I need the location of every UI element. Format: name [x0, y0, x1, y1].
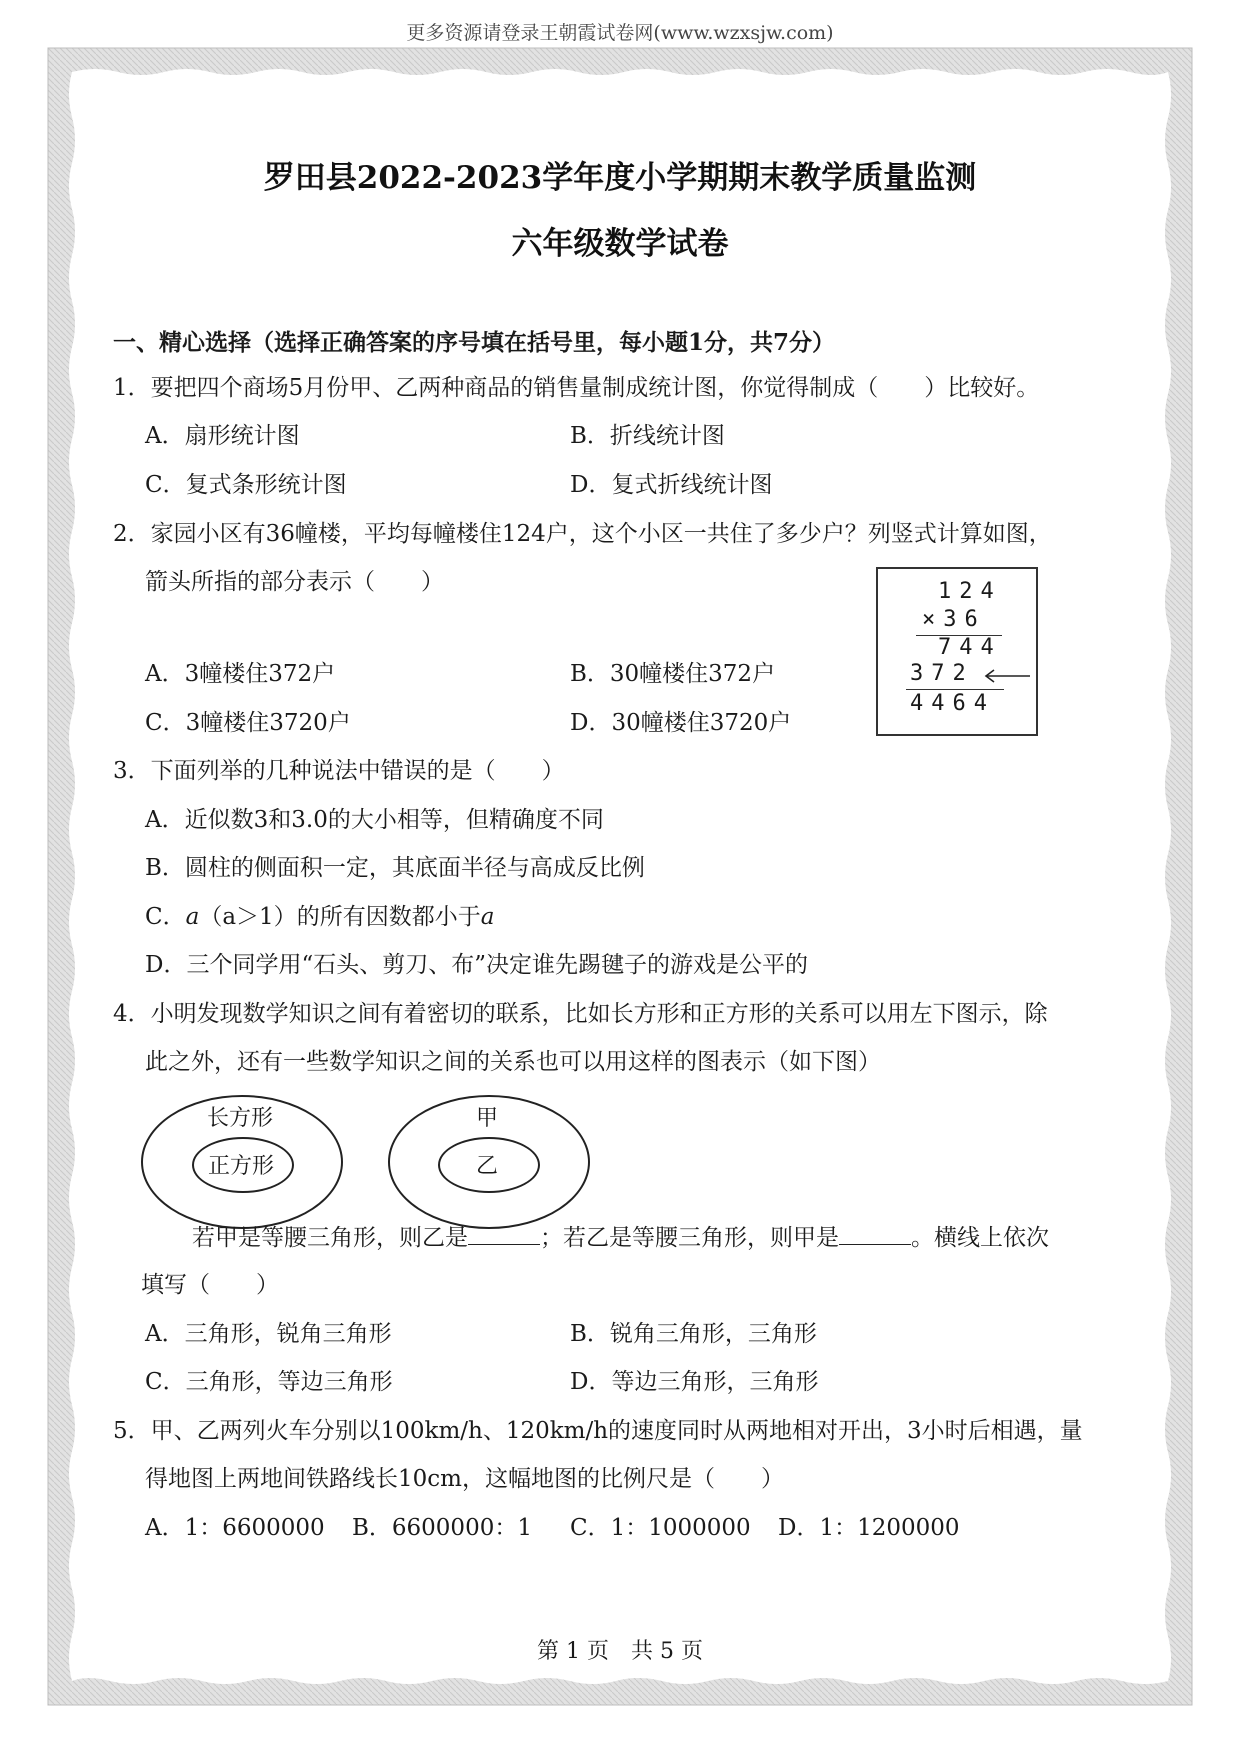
calc-rule-2	[906, 689, 1004, 690]
q3-option-d: D．三个同学用“石头、剪刀、布”决定谁先踢毽子的游戏是公平的	[145, 952, 808, 978]
question-5-stem: 5．甲、乙两列火车分别以100km/h、120km/h的速度同时从两地相对开出，3小时后相遇，量	[113, 1418, 1083, 1444]
calc-row-4: 372	[910, 661, 974, 686]
q3-option-b: B．圆柱的侧面积一定，其底面半径与高成反比例	[145, 855, 645, 881]
calc-row-3: 744	[938, 635, 1002, 660]
venn-outer-label-1: 长方形	[206, 1106, 273, 1131]
calc-row-1: 124	[938, 579, 1002, 604]
q4-text-b: ；若乙是等腰三角形，则甲是	[540, 1225, 839, 1251]
q1-option-d: D．复式折线统计图	[570, 472, 773, 498]
arrow-left-icon	[982, 667, 1032, 685]
q3-option-a: A．近似数3和3.0的大小相等，但精确度不同	[145, 807, 604, 833]
q4-text-a: 若甲是等腰三角形，则乙是	[192, 1225, 468, 1251]
q1-option-c: C．复式条形统计图	[145, 472, 347, 498]
q3-c-var2: a	[480, 904, 495, 930]
calc-row-2: ×36	[922, 607, 986, 632]
q3-c-prefix: C．	[145, 904, 186, 930]
question-4-stem: 4．小明发现数学知识之间有着密切的联系，比如长方形和正方形的关系可以用左下图示，除	[113, 1001, 1048, 1027]
q3-c-var: a	[185, 904, 200, 930]
exam-subtitle: 六年级数学试卷	[511, 226, 729, 262]
q4-option-d: D．等边三角形，三角形	[570, 1369, 819, 1395]
calc-row-5: 4464	[910, 691, 995, 716]
question-2-stem-cont: 箭头所指的部分表示（ ）	[145, 569, 444, 595]
q4-fill-sentence-cont: 填写（ ）	[141, 1272, 279, 1298]
q4-fill-sentence	[192, 1222, 1049, 1253]
vertical-multiplication-figure	[876, 567, 1038, 736]
header-note: 更多资源请登录王朝霞试卷网(www.wzxsjw.com)	[406, 22, 834, 44]
blank-2	[839, 1222, 911, 1245]
q4-option-b: B．锐角三角形，三角形	[570, 1321, 817, 1347]
q5-option-a: A．1：6600000	[145, 1515, 325, 1541]
q2-option-c: C．3幢楼住3720户	[145, 710, 351, 736]
q4-option-c: C．三角形，等边三角形	[145, 1369, 393, 1395]
q4-text-c: 。横线上依次	[911, 1225, 1049, 1251]
q2-option-d: D．30幢楼住3720户	[570, 710, 792, 736]
exam-title: 罗田县2022-2023学年度小学期期末教学质量监测	[263, 160, 977, 196]
venn-outer-label-2: 甲	[475, 1106, 498, 1131]
question-1-stem: 1．要把四个商场5月份甲、乙两种商品的销售量制成统计图，你觉得制成（ ）比较好。	[113, 375, 1040, 401]
question-2-stem: 2．家园小区有36幢楼，平均每幢楼住124户，这个小区一共住了多少户？列竖式计算如图，	[113, 521, 1052, 547]
question-3-stem: 3．下面列举的几种说法中错误的是（ ）	[113, 758, 565, 784]
venn-inner-label-1: 正方形	[207, 1154, 274, 1179]
blank-1	[468, 1222, 540, 1245]
question-5-stem-cont: 得地图上两地间铁路线长10cm，这幅地图的比例尺是（ ）	[145, 1466, 784, 1492]
section-heading: 一、精心选择（选择正确答案的序号填在括号里，每小题1分，共7分）	[113, 329, 836, 356]
q5-option-b: B．6600000：1	[352, 1515, 532, 1541]
question-4-stem-cont: 此之外，还有一些数学知识之间的关系也可以用这样的图表示（如下图）	[145, 1049, 881, 1075]
page-footer: 第 1 页 共 5 页	[537, 1639, 703, 1664]
q4-option-a: A．三角形，锐角三角形	[145, 1321, 392, 1347]
q5-option-d: D．1：1200000	[778, 1515, 960, 1541]
venn-inner-label-2: 乙	[475, 1154, 498, 1179]
q2-option-b: B．30幢楼住372户	[570, 661, 776, 687]
q3-option-c	[145, 902, 494, 932]
q5-option-c: C．1：1000000	[570, 1515, 751, 1541]
q1-option-a: A．扇形统计图	[145, 423, 300, 449]
q3-c-paren: （a＞1）	[199, 904, 297, 930]
q3-c-text: 的所有因数都小于	[296, 904, 481, 930]
q1-option-b: B．折线统计图	[570, 423, 725, 449]
q2-option-a: A．3幢楼住372户	[145, 661, 336, 687]
